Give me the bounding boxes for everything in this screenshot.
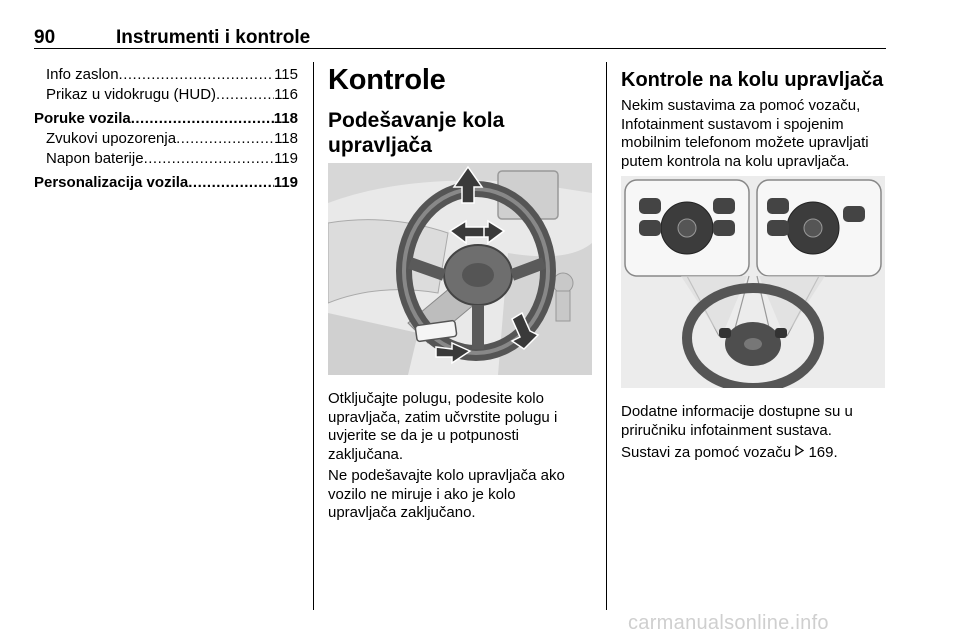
paragraph-line: Infotainment sustavom i spojenim [621,115,844,133]
toc-page: 119 [274,150,298,167]
toc-page: 115 [274,66,298,83]
paragraph-line: upravljača, zatim učvrstite polugu i [328,408,558,426]
steering-controls-illustration [621,176,885,388]
paragraph-line: Ne podešavajte kolo upravljača ako [328,467,565,484]
column-divider-right [606,62,607,610]
paragraph-line: Dodatne informacije dostupne su u [621,403,853,420]
steering-controls-drawing [621,176,885,388]
toc-label: Napon baterije [46,150,144,167]
page-reference-arrow-icon [795,444,804,463]
toc-entry[interactable] [34,85,298,105]
reference-text: Sustavi za pomoć vozaču [621,444,792,461]
steering-adjust-illustration [328,163,592,375]
paragraph-intro-controls [621,97,893,171]
column-divider-left [313,62,314,610]
toc-label: Poruke vozila [34,110,131,127]
subheading-line-2: upravljača [328,134,432,157]
paragraph-line: Otključajte polugu, podesite kolo [328,390,544,407]
paragraph-line: Nekim sustavima za pomoć vozaču, [621,97,861,114]
steering-wheel-adjust-drawing [328,163,592,375]
paragraph-warning [328,467,598,523]
page-header [34,20,886,50]
toc-entry[interactable] [34,109,298,129]
reference-page-link[interactable]: 169. [808,444,838,461]
subheading-line-1: Podešavanje kola [328,109,505,132]
watermark: carmanualsonline.info [628,612,829,634]
toc-entry[interactable] [34,65,298,85]
page-number: 90 [34,27,56,48]
toc-entry[interactable] [34,129,298,149]
paragraph-line: putem kontrola na kolu upravljača. [621,152,850,170]
section-heading-kontrole: Kontrole [328,64,446,96]
paragraph-infotainment-info [621,403,893,440]
paragraph-driver-assist-ref [621,444,893,463]
paragraph-line: vozilo ne miruje i ako je kolo [328,485,516,503]
paragraph-line: upravljača zaključano. [328,504,476,521]
section-heading-kolu: Kontrole na kolu upravljača [621,69,884,91]
toc-label: Prikaz u vidokrugu (HUD) [46,86,217,103]
paragraph-line: priručniku infotainment sustava. [621,421,832,439]
toc-entry[interactable] [34,149,298,169]
toc-page: 118 [273,110,298,127]
toc-page: 119 [273,174,298,191]
table-of-contents [34,65,298,193]
chapter-title: Instrumenti i kontrole [116,27,311,48]
toc-label: Zvukovi upozorenja [46,130,177,147]
toc-page: 116 [274,86,298,103]
paragraph-line: mobilnim telefonom možete upravljati [621,134,869,151]
toc-label: Info zaslon [46,66,119,83]
paragraph-line: uvjerite se da je u potpunosti [328,427,519,444]
header-divider [34,48,886,49]
toc-page: 118 [274,130,298,147]
paragraph-line: zaključana. [328,445,404,463]
toc-label: Personalizacija vozila [34,174,189,191]
toc-entry[interactable] [34,173,298,193]
paragraph-unlock-lever [328,390,598,464]
